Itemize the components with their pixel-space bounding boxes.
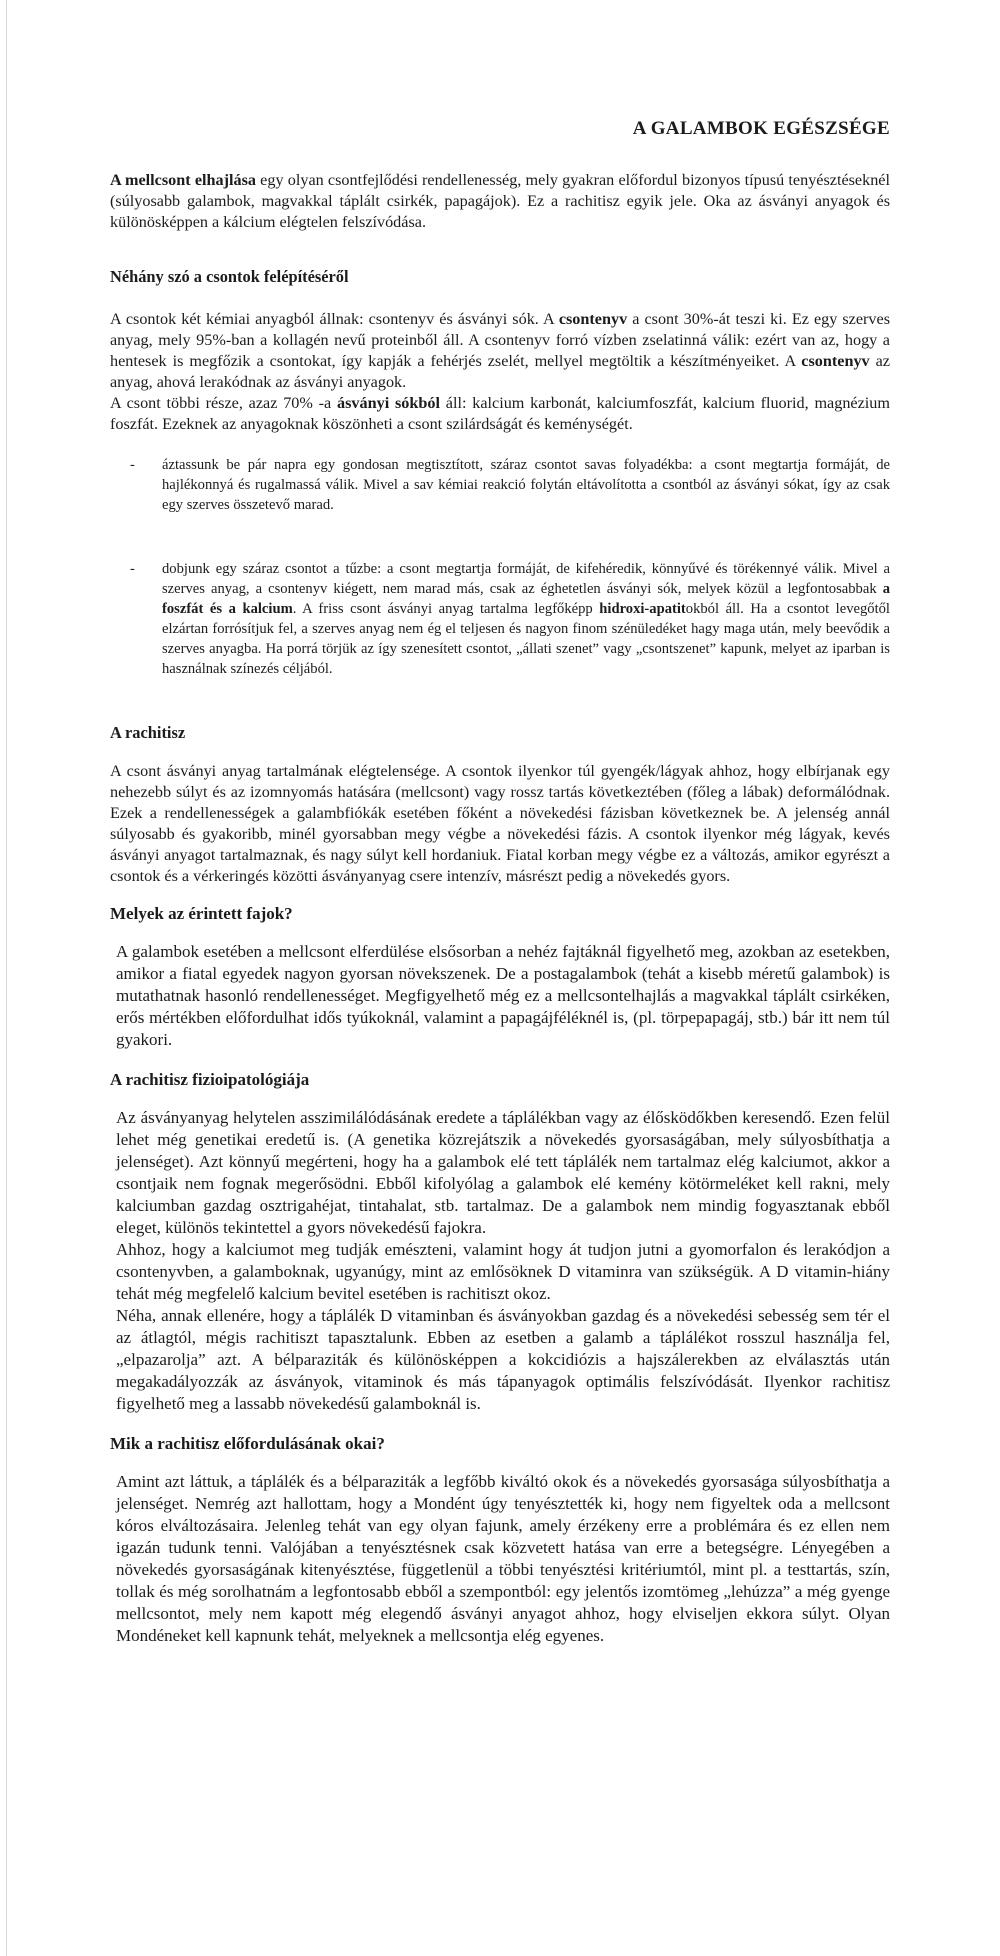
bone-p2-text-a: A csont többi része, azaz 70% -a [110,394,338,412]
intro-paragraph [110,170,890,233]
bone-p1-text-b: a csont 30%-át teszi ki. Ez egy szerves anyag, mely 95%-ban a kollagén nevű proteinből áll. A csontenyv forró vízben zselatinná válik: ezért van az, hogy a hentesek is megfőzik a csontokat, így kapják a fehérjés zselét, mellyel megtöltik a készítményeiket. A [110,310,890,370]
bone-p1-text-a: A csontok két kémiai anyagból állnak: csontenyv és ásványi sók. A [110,310,559,328]
bone-p1-text-c: az anyag, ahová lerakódnak az ásványi anyagok. [110,352,890,391]
document-page [110,118,890,1647]
bone-paragraph-2 [110,393,890,435]
list-dash: - [130,457,135,473]
list-item2-bold-b: hidroxi-apatit [599,601,686,617]
list-item2-text-c: okból áll. Ha a csontot levegőtől elzártan forrósítjuk fel, a szerves anyag nem ég el teljesen és nagyon finom szénüledéket hagy maga után, mely beevődik a szerves anyagba. Ha porrá törjük az így szenesített csontot, „állati szenet” vagy „csontszenet” kapunk, melyet az iparban is használnak színezés céljából. [162,601,890,677]
physiopathology-paragraph-3: Néha, annak ellenére, hogy a táplálék D vitaminban és ásványokban gazdag és a növekedési sebesség sem tér el az átlagtól, mégis rachitiszt tapasztalunk. Ebben az esetben a galamb a táplálékot rosszul használja fel, „elpazarolja” azt. A bélparaziták és különösképpen a kokcidiózis a hajszálerekben az elválasztás után megakadályozzák az ásványok, vitaminok és más tápanyagok optimális felszívódását. Ilyenkor rachitisz figyelhető meg a lassabb növekedésű galamboknál is. [116,1306,890,1413]
heading-physiopathology: A rachitisz fizioipatológiája [110,1070,310,1089]
heading-affected-species: Melyek az érintett fajok? [110,904,293,923]
bone-paragraph-1 [110,309,890,393]
affected-species-paragraph: A galambok esetében a mellcsont elferdülése elsősorban a nehéz fajtáknál figyelhető meg, azokban az esetekben, amikor a fiatal egyedek nagyon gyorsan növekszenek. De a postagalambok (tehát a kisebb méretű galambok) is mutathatnak hasonló rendellenességet. Megfigyelhető még ez a mellcsontelhajlás a magvakkal táplált csirkéken, erős mértékben előfordulhat idős tyúkoknál, valamint a papagájféléknél is, (pl. törpepapagáj, stb.) bár itt nem túl gyakori. [116,942,890,1049]
heading-bone-structure: Néhány szó a csontok felépítéséről [110,267,349,286]
list-item2-text-b: . A friss csont ásványi anyag tartalma legfőképp [292,601,600,617]
intro-text: egy olyan csontfejlődési rendellenesség, mely gyakran előfordul bizonyos típusú tenyésztéseknél (súlyosabb galambok, magvakkal táplált csirkék, papagájok). Ez a rachitisz egyik jele. Oka az ásványi anyagok és különösképpen a kálcium elégtelen felszívódása. [110,171,890,231]
experiment-list [130,455,890,679]
lower-sections [110,903,890,1647]
list-item2-text-a: dobjunk egy száraz csontot a tűzbe: a csont megtartja formáját, de kifehéredik, könnyűvé és törékennyé válik. Mivel a szerves anyag, a csontenyv kiégett, nem marad más, csak az éghetetlen ásványi sók, melyek közül a legfontosabbak [162,561,890,597]
list-item [130,455,890,515]
bone-p1-bold-a: csontenyv [558,310,628,328]
document-title: A GALAMBOK EGÉSZSÉGE [632,118,890,139]
bone-p1-bold-b: csontenyv [801,352,870,370]
heading-causes: Mik a rachitisz előfordulásának okai? [110,1434,385,1453]
physiopathology-paragraph-1: Az ásványanyag helytelen asszimilálódásának eredete a táplálékban vagy az élősködőkben keresendő. Ezen felül lehet még genetikai eredetű is. (A genetika közrejátszik a növekedés gyorsaságában, mely súlyosbíthatja a jelenséget). Azt könnyű megérteni, hogy ha a galambok elé tett táplálék nem tartalmaz elég kalciumot, akkor a csontjaik nem fognak megerősödni. Ebből kifolyólag a galambok elé kemény kötörmeléket kell rakni, mely kalciumban gazdag osztrigahéjat, tintahalat, stb. tartalmaz. De a galambok nem mindig fogyasztanak ebből eleget, különös tekintettel a gyors növekedésű fajokra. [116,1108,890,1237]
list-item [130,559,890,679]
intro-term: A mellcsont elhajlása [110,171,256,189]
scan-margin-line [6,0,7,1956]
bone-p2-bold: ásványi sókból [337,394,440,412]
list-item2-bold-a: a foszfát és a kalcium [162,581,890,617]
rachitis-paragraph: A csont ásványi anyag tartalmának elégtelensége. A csontok ilyenkor túl gyengék/lágyak ahhoz, hogy elbírjanak egy nehezebb súlyt és az izomnyomás hatására (mellcsont) vagy rossz tartás következtében (főleg a lábak) deformálódnak. Ezek a rendellenességek a galambfiókák esetében főként a növekedési fázisban következnek be. A jelenség annál súlyosabb és gyakoribb, minél gyorsabban megy végbe a növekedési fázis. A csontok ilyenkor még lágyak, kevés ásványi anyagot tartalmaznak, és nagy súlyt kell hordaniuk. Fiatal korban megy végbe ez a változás, amikor egyrészt a csontok és a vérkeringés közötti ásványanyag csere intenzív, másrészt pedig a növekedés gyors. [110,762,890,885]
causes-paragraph: Amint azt láttuk, a táplálék és a bélparaziták a legfőbb kiváltó okok és a növekedés gyorsasága súlyosbíthatja a jelenséget. Nemrég azt hallottam, hogy a Mondént úgy tenyésztették ki, hogy nem figyeltek oda a mellcsont kóros elváltozásaira. Jelenleg tehát van egy olyan fajunk, amely érzékeny erre a problémára és ez ellen nem igazán tudunk tenni. Valójában a tenyésztésnek csak közvetett hatása van erre a betegségre. Lényegében a növekedés gyorsaságának kitenyésztése, függetlenül a többi tenyésztési kritériumtól, mint pl. a testtartás, szín, tollak és még sorolhatnám a legfontosabb ebből a szempontból: egy jelentős izomtömeg „lehúzza” a még gyenge mellcsontot, mely nem kapott még elegendő ásványi anyagot ahhoz, hogy elviseljen ekkora súlyt. Olyan Mondéneket kell kapnunk tehát, melyeknek a mellcsontja elég egyenes. [116,1472,890,1645]
list-item-text: áztassunk be pár napra egy gondosan megtisztított, száraz csontot savas folyadékba: a csont megtartja formáját, de hajlékonnyá és rugalmassá válik. Mivel a sav kémiai reakció folytán eltávolította a csontból az ásványi sókat, így az csak egy szerves összetevő marad. [162,457,890,513]
list-dash: - [130,561,135,577]
heading-rachitis: A rachitisz [110,723,186,742]
physiopathology-paragraph-2: Ahhoz, hogy a kalciumot meg tudják emészteni, valamint hogy át tudjon jutni a gyomorfalon és lerakódjon a csontenyvben, a galamboknak, ugyanúgy, mint az emlősöknek D vitaminra van szükségük. A D vitamin-hiány tehát még megfelelő kalcium bevitel esetében is rachitiszt okoz. [116,1240,890,1303]
list-item-text [162,559,890,679]
bone-p2-text-b: áll: kalcium karbonát, kalciumfoszfát, kalcium fluorid, magnézium foszfát. Ezeknek az anyagoknak köszönheti a csont szilárdságát és keménységét. [110,394,890,433]
